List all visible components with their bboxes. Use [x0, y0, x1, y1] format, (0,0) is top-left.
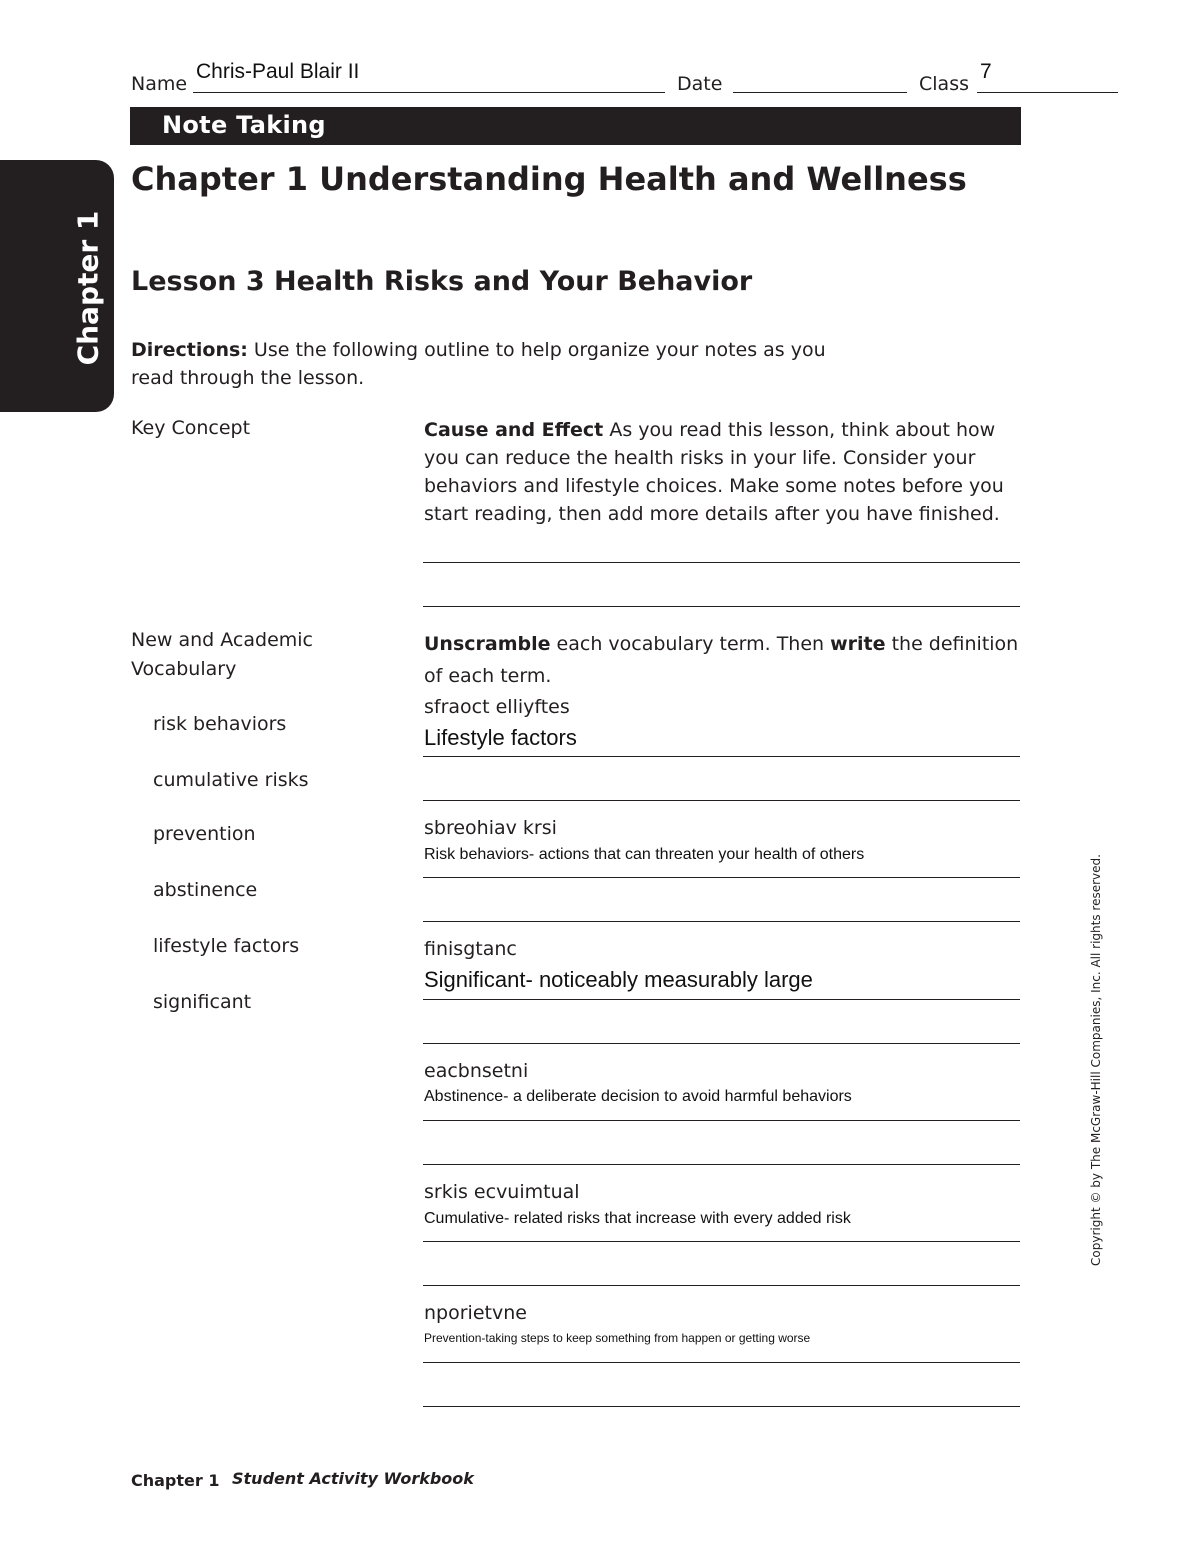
vocab-term: risk behaviors	[153, 713, 287, 735]
name-label: Name	[131, 73, 188, 95]
answer-line[interactable]	[423, 606, 1020, 607]
class-label: Class	[919, 73, 969, 95]
date-label: Date	[677, 73, 723, 95]
answer-line[interactable]	[423, 1164, 1020, 1165]
directions-label: Directions:	[131, 339, 248, 361]
answer-text[interactable]: Prevention-taking steps to keep something from happen or getting worse	[424, 1331, 811, 1345]
answer-line[interactable]	[423, 877, 1020, 878]
vocabulary-label-line1: New and Academic	[131, 629, 314, 651]
scrambled-term: finisgtanc	[424, 938, 517, 960]
answer-text[interactable]: Significant- noticeably measurably large	[424, 967, 813, 992]
answer-line[interactable]	[423, 1406, 1020, 1407]
answer-line[interactable]	[423, 1285, 1020, 1286]
directions-text: Use the following outline to help organize your notes as you read through the lesson.	[131, 339, 826, 389]
vocab-term: cumulative risks	[153, 769, 309, 791]
answer-line[interactable]	[423, 800, 1020, 801]
chapter-side-tab-label: Chapter 1	[71, 210, 105, 366]
answer-line[interactable]	[423, 562, 1020, 563]
answer-line[interactable]	[423, 921, 1020, 922]
scrambled-term: nporietvne	[424, 1302, 527, 1324]
scrambled-term: srkis ecvuimtual	[424, 1181, 580, 1203]
vocabulary-label-line2: Vocabulary	[131, 658, 237, 680]
answer-line[interactable]	[423, 1362, 1020, 1363]
answer-line[interactable]	[423, 999, 1020, 1000]
copyright-notice: Copyright © by The McGraw-Hill Companies, Inc. All rights reserved.	[1089, 854, 1103, 1266]
cause-effect-label: Cause and Effect	[424, 419, 604, 441]
note-taking-banner	[130, 107, 1021, 145]
answer-line[interactable]	[423, 756, 1020, 757]
unscramble-instruction	[424, 628, 1024, 692]
name-value[interactable]: Chris-Paul Blair II	[196, 60, 360, 83]
directions	[131, 336, 851, 392]
key-concept-label: Key Concept	[131, 417, 251, 439]
vocabulary-label	[131, 626, 313, 684]
scrambled-term: sfraoct elliyftes	[424, 696, 570, 718]
class-field-line	[977, 92, 1118, 93]
answer-text[interactable]: Abstinence- a deliberate decision to avoid harmful behaviors	[424, 1088, 852, 1105]
vocab-term: lifestyle factors	[153, 935, 300, 957]
answer-text[interactable]: Cumulative- related risks that increase with every added risk	[424, 1210, 851, 1227]
cause-effect-prompt	[424, 416, 1024, 528]
unscramble-bold: Unscramble	[424, 633, 551, 655]
footer-chapter: Chapter 1	[131, 1471, 220, 1490]
vocab-term: prevention	[153, 823, 256, 845]
scrambled-term: sbreohiav krsi	[424, 817, 557, 839]
answer-line[interactable]	[423, 1120, 1020, 1121]
date-field-line[interactable]	[733, 92, 907, 93]
answer-text[interactable]: Risk behaviors- actions that can threaten your health of others	[424, 846, 865, 863]
cause-effect-text: As you read this lesson, think about how you can reduce the health risks in your life. Consider your behaviors and lifestyle choices. Make some notes before you start reading, then add more details after you have finished.	[424, 419, 1004, 525]
class-value[interactable]: 7	[980, 60, 992, 83]
vocab-term: significant	[153, 991, 252, 1013]
answer-text[interactable]: Lifestyle factors	[424, 725, 577, 750]
footer-workbook-title: Student Activity Workbook	[232, 1469, 474, 1488]
banner-label: Note Taking	[162, 111, 326, 139]
chapter-title: Chapter 1 Understanding Health and Wellness	[131, 160, 967, 198]
answer-line[interactable]	[423, 1043, 1020, 1044]
vocab-term: abstinence	[153, 879, 258, 901]
scrambled-term: eacbnsetni	[424, 1060, 529, 1082]
instruction-text: the definition of each term.	[424, 633, 1019, 687]
write-bold: write	[830, 633, 886, 655]
instruction-text: each vocabulary term. Then	[550, 633, 831, 655]
lesson-title: Lesson 3 Health Risks and Your Behavior	[131, 266, 753, 297]
answer-line[interactable]	[423, 1241, 1020, 1242]
name-field-line	[193, 92, 665, 93]
